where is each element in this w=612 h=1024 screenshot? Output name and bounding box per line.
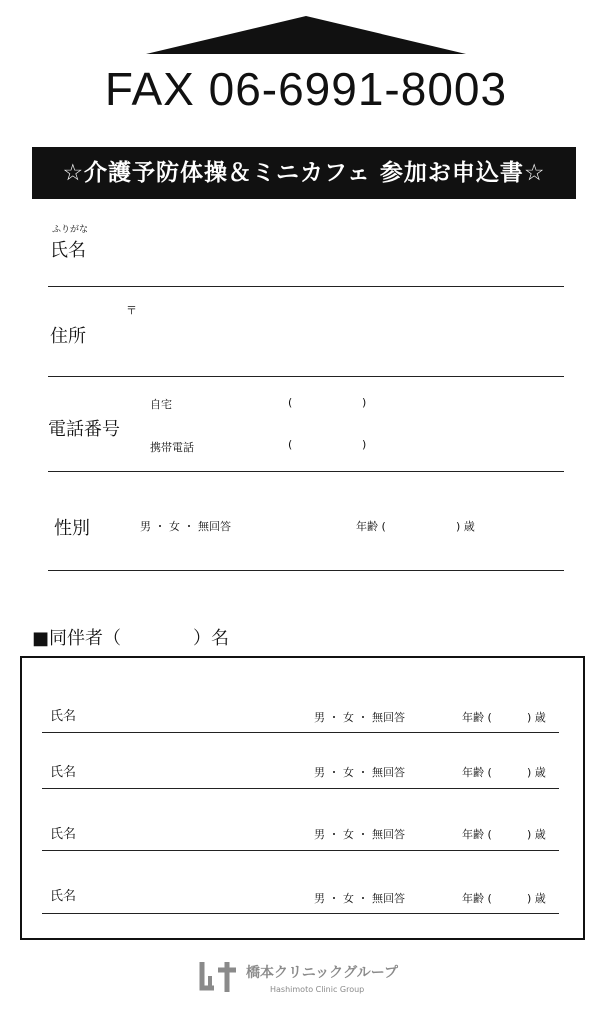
clinic-logo-subtitle: Hashimoto Clinic Group <box>270 985 365 994</box>
clinic-logo-name: 橋本クリニックグループ <box>246 965 399 981</box>
companion-3-age-close: ) 歳 <box>527 828 546 841</box>
companion-4-gender-options[interactable]: 男 ・ 女 ・ 無回答 <box>314 892 405 905</box>
companion-3-name-label: 氏名 <box>50 827 77 842</box>
name-field-line[interactable] <box>48 286 564 287</box>
companion-4-age-close: ) 歳 <box>527 892 546 905</box>
phone-mobile-paren-close: ) <box>362 438 367 451</box>
gender-field-line[interactable] <box>48 570 564 571</box>
companion-3-age-open: 年齢 ( <box>462 828 492 841</box>
fax-arrow-icon <box>146 16 466 56</box>
address-label: 住所 <box>50 326 86 347</box>
address-field-line[interactable] <box>48 376 564 377</box>
companion-1-name-label: 氏名 <box>50 709 77 724</box>
companion-box <box>20 656 585 940</box>
companion-1-gender-options[interactable]: 男 ・ 女 ・ 無回答 <box>314 711 405 724</box>
form-title: ☆介護予防体操＆ミニカフェ 参加お申込書☆ <box>62 160 546 186</box>
gender-label: 性別 <box>54 518 90 539</box>
companion-section-title: ■同伴者（ ）名 <box>32 628 230 649</box>
companion-4-age-open: 年齢 ( <box>462 892 492 905</box>
name-label: 氏名 <box>50 240 86 261</box>
phone-home-paren-open: ( <box>288 396 293 409</box>
companion-1-line[interactable] <box>42 732 559 733</box>
companion-2-line[interactable] <box>42 788 559 789</box>
companion-4-line[interactable] <box>42 913 559 914</box>
fax-number: FAX 06-6991-8003 <box>104 63 508 115</box>
age-close: ) 歳 <box>456 520 475 533</box>
companion-4-name-label: 氏名 <box>50 889 77 904</box>
postal-mark: 〒 <box>126 304 137 317</box>
companion-2-age-open: 年齢 ( <box>462 766 492 779</box>
companion-1-age-open: 年齢 ( <box>462 711 492 724</box>
companion-1-age-close: ) 歳 <box>527 711 546 724</box>
gender-options[interactable]: 男 ・ 女 ・ 無回答 <box>140 520 231 533</box>
clinic-logo-icon <box>198 958 240 996</box>
phone-home-paren-close: ) <box>362 396 367 409</box>
companion-2-name-label: 氏名 <box>50 765 77 780</box>
companion-2-age-close: ) 歳 <box>527 766 546 779</box>
companion-3-line[interactable] <box>42 850 559 851</box>
phone-label: 電話番号 <box>48 419 120 440</box>
companion-3-gender-options[interactable]: 男 ・ 女 ・ 無回答 <box>314 828 405 841</box>
companion-2-gender-options[interactable]: 男 ・ 女 ・ 無回答 <box>314 766 405 779</box>
phone-mobile-paren-open: ( <box>288 438 293 451</box>
phone-field-line[interactable] <box>48 471 564 472</box>
name-furigana-label: ふりがな <box>52 225 89 235</box>
phone-mobile-label: 携帯電話 <box>150 441 194 454</box>
phone-home-label: 自宅 <box>150 398 172 411</box>
age-open: 年齢 ( <box>356 520 386 533</box>
